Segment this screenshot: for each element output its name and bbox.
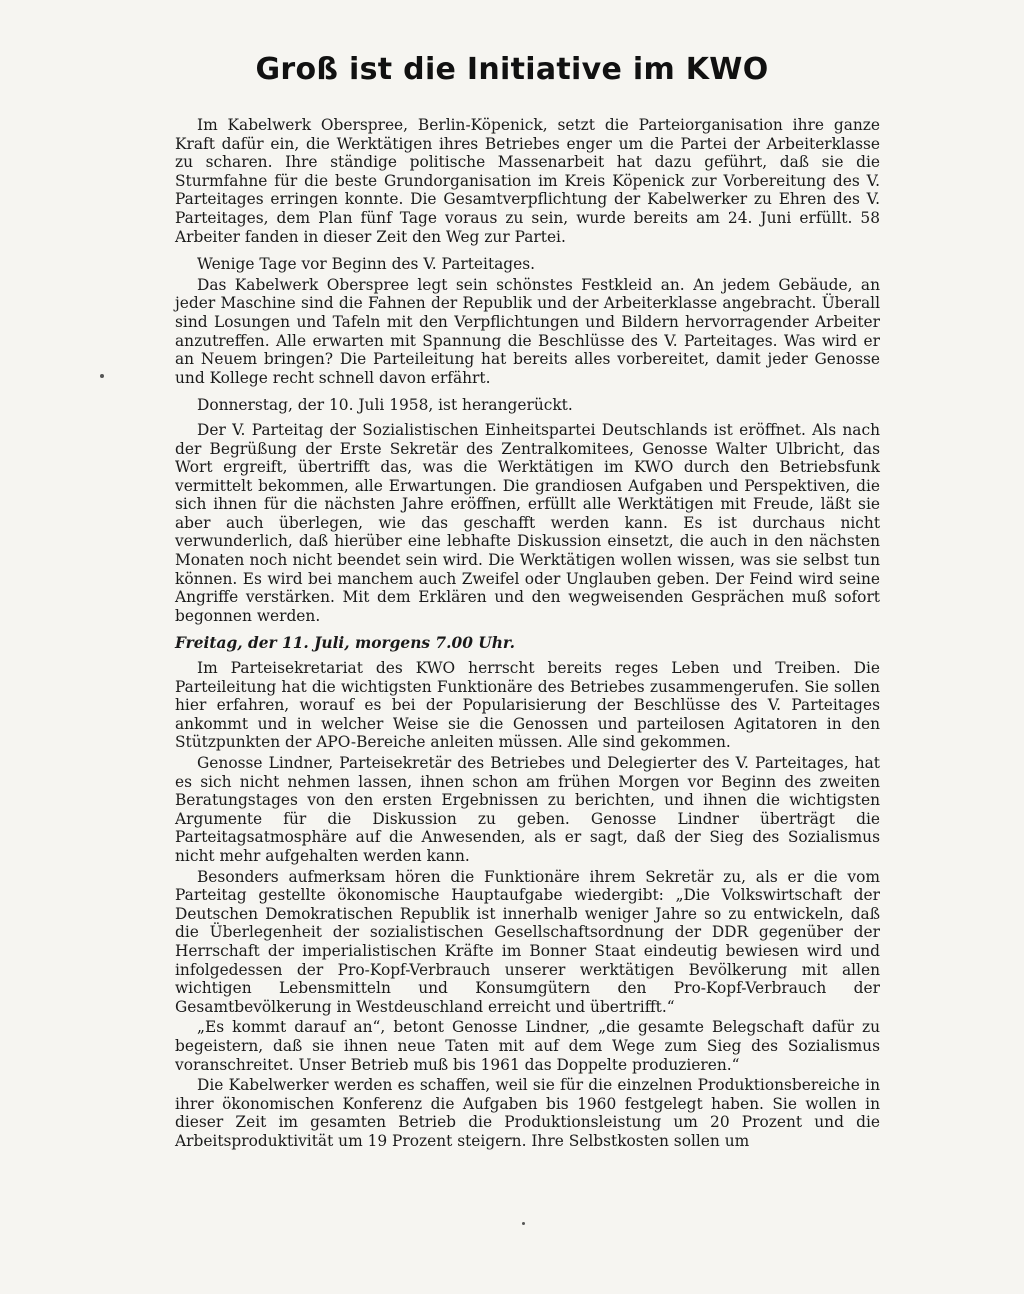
paragraph-kabelwerker: Die Kabelwerker werden es schaffen, weil sie für die einzelnen Produktionsbereiche in ihrer ökonomischen Konferenz die Aufgaben bis 1960 festgelegt haben. Sie wollen in dieser Zeit im gesamten Betrieb die Produktionsleistung um 20 Prozent und die Arbeitsproduktivität um 19 Prozent steigern. Ihre Selbstkosten sollen um <box>175 1076 880 1150</box>
paper-speck <box>522 1222 525 1225</box>
article-title: Groß ist die Initiative im KWO <box>255 52 769 87</box>
paragraph-quote-lindner: „Es kommt darauf an“, betont Genosse Lindner, „die gesamte Belegschaft dafür zu begeistern, daß sie ihnen neue Taten mit auf dem Wege zum Sieg des Sozialismus voranschreitet. Unser Betrieb muß bis 1961 das Doppelte produzieren.“ <box>175 1018 880 1074</box>
paragraph-donnerstag: Donnerstag, der 10. Juli 1958, ist herangerückt. <box>197 396 573 415</box>
paper-speck <box>100 374 104 378</box>
paragraph-hauptaufgabe: Besonders aufmerksam hören die Funktionäre ihrem Sekretär zu, als er die vom Parteitag gestellte ökonomische Hauptaufgabe wiedergibt: „Die Volkswirtschaft der Deutschen Demokratischen Republik ist innerhalb weniger Jahre so zu entwickeln, daß die Überlegenheit der sozialistischen Gesellschaftsordnung der DDR gegenüber der Herrschaft der imperialistischen Kräfte im Bonner Staat eindeutig bewiesen wird und infolgedessen der Pro-Kopf-Verbrauch unserer werktätigen Bevölkerung mit allen wichtigen Lebensmitteln und Konsumgütern den Pro-Kopf-Verbrauch der Gesamtbevölkerung in Westdeuschland erreicht und übertrifft.“ <box>175 867 880 1016</box>
paragraph-parteitag-eroeffnet: Der V. Parteitag der Sozialistischen Einheitspartei Deutschlands ist eröffnet. Als nach der Begrüßung der Erste Sekretär des Zentralkomitees, Genosse Walter Ulbricht, das Wort ergreift, übertrifft das, was die Werktätigen im KWO durch den Betriebsfunk vermittelt bekommen, alle Erwartungen. Die grandiosen Aufgaben und Perspektiven, die sich ihnen für die nächsten Jahre eröffnen, erfüllt alle Werktätigen mit Freude, läßt sie aber auch überlegen, wie das geschafft werden kann. Es ist durchaus nicht verwunderlich, daß hierüber eine lebhafte Diskussion einsetzt, die auch in den nächsten Monaten noch nicht beendet sein wird. Die Werktätigen wollen wissen, was sie selbst tun können. Es wird bei manchem auch Zweifel oder Unglauben geben. Der Feind wird seine Angriffe verstärken. Mit dem Erklären und den wegweisenden Gesprächen muß sofort begonnen werden. <box>175 420 880 625</box>
paragraph-festkleid: Das Kabelwerk Oberspree legt sein schönstes Festkleid an. An jedem Gebäude, an jeder Maschine sind die Fahnen der Republik und der Arbeiterklasse angebracht. Überall sind Losungen und Tafeln mit den Verpflichtungen und Bildern hervorragender Arbeiter anzutreffen. Alle erwarten mit Spannung die Beschlüsse des V. Parteitages. Was wird er an Neuem bringen? Die Parteileitung hat bereits alles vorbereitet, damit jeder Genosse und Kollege recht schnell davon erfährt. <box>175 275 880 387</box>
paragraph-parteisekretariat: Im Parteisekretariat des KWO herrscht bereits reges Leben und Treiben. Die Parteileitung hat die wichtigsten Funktionäre des Betriebes zusammengerufen. Sie sollen hier erfahren, worauf es bei der Popularisierung der Beschlüsse des V. Parteitages ankommt und in welcher Weise sie die Genossen und parteilosen Agitatoren in den Stützpunkten der APO-Bereiche anleiten müssen. Alle sind gekommen. <box>175 659 880 752</box>
paragraph-days-before: Wenige Tage vor Beginn des V. Parteitages. <box>197 255 536 274</box>
paragraph-freitag-heading: Freitag, der 11. Juli, morgens 7.00 Uhr. <box>175 634 515 653</box>
article-body <box>175 116 880 1152</box>
paragraph-intro: Im Kabelwerk Oberspree, Berlin-Köpenick, setzt die Parteiorganisation ihre ganze Kraft dafür ein, die Werktätigen ihres Betriebes enger um die Partei der Arbeiterklasse zu scharen. Ihre ständige politische Massenarbeit hat dazu geführt, daß sie die Sturmfahne für die beste Grundorganisation im Kreis Köpenick zur Vorbereitung des V. Parteitages erringen konnte. Die Gesamtverpflichtung der Kabelwerker zu Ehren des V. Parteitages, dem Plan fünf Tage voraus zu sein, wurde bereits am 24. Juni erfüllt. 58 Arbeiter fanden in dieser Zeit den Weg zur Partei. <box>175 116 880 246</box>
paragraph-lindner: Genosse Lindner, Parteisekretär des Betriebes und Delegierter des V. Parteitages, hat es sich nicht nehmen lassen, ihnen schon am frühen Morgen vor Beginn des zweiten Beratungstages von den ersten Ergebnissen zu berichten, und ihnen die wichtigsten Argumente für die Diskussion zu geben. Genosse Lindner überträgt die Parteitagsatmosphäre auf die Anwesenden, als er sagt, daß der Sieg des Sozialismus nicht mehr aufgehalten werden kann. <box>175 754 880 865</box>
